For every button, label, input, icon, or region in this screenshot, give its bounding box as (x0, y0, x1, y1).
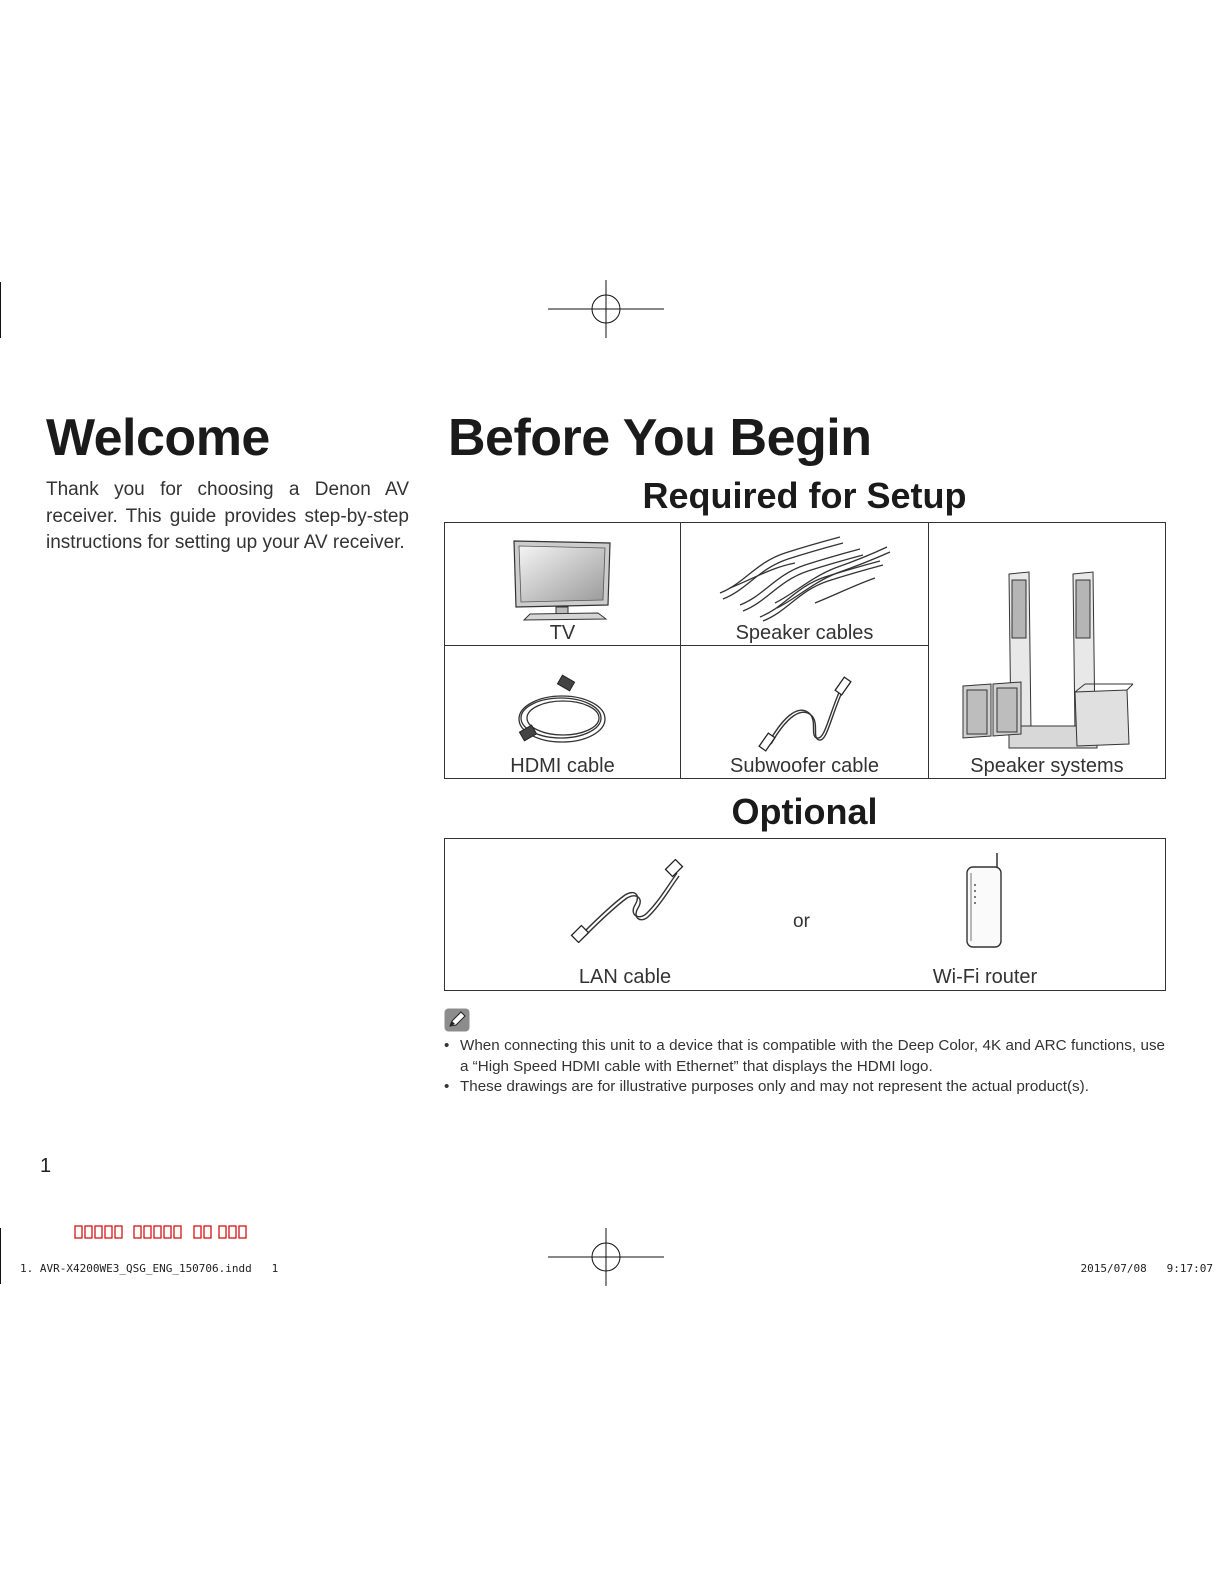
speaker-systems-icon (957, 566, 1137, 756)
notes-list (444, 1036, 1165, 1098)
speaker-cables-label: Speaker cables (735, 622, 874, 644)
hdmi-cable-icon (515, 672, 611, 756)
note-item: • These drawings are for illustrative purposes only and may not represent the actual product(s). (444, 1077, 1165, 1098)
optional-heading: Optional (731, 791, 878, 832)
note-text: These drawings are for illustrative purposes only and may not represent the actual product(s). (460, 1078, 1089, 1095)
item-hdmi-cable (445, 646, 681, 779)
tv-icon (508, 537, 618, 623)
subwoofer-cable-label: Subwoofer cable (730, 755, 879, 777)
welcome-title: Welcome (46, 409, 270, 467)
hdmi-cable-label: HDMI cable (510, 755, 615, 777)
slug-datetime: 2015/07/08 9:17:07 (1080, 1262, 1213, 1275)
welcome-intro: Thank you for choosing a Denon AV receiver. This guide provides step-by-step instructions for setting up your AV receiver. (46, 479, 409, 553)
item-speaker-systems (929, 523, 1166, 779)
wifi-router-icon (961, 851, 1007, 951)
lan-cable-label: LAN cable (578, 966, 672, 988)
lan-cable-icon (569, 859, 689, 943)
item-subwoofer-cable (681, 646, 929, 779)
speaker-systems-label: Speaker systems (970, 755, 1124, 777)
or-label: or (793, 911, 810, 932)
item-speaker-cables (681, 523, 929, 646)
item-tv (445, 523, 681, 646)
crop-mark-left-bottom (0, 1228, 1, 1284)
optional-items-box (444, 838, 1166, 991)
slug-color-marks (74, 1224, 254, 1240)
registration-mark-bottom (548, 1228, 664, 1286)
required-items-table (444, 522, 1166, 779)
note-text: When connecting this unit to a device that is compatible with the Deep Color, 4K and ARC functions, use a “High Speed HDMI cable with Ethernet” that displays the HDMI logo. (460, 1037, 1165, 1075)
note-item: • When connecting this unit to a device that is compatible with the Deep Color, 4K and ARC functions, use a “High Speed HDMI cable with Ethernet” that displays the HDMI logo. (444, 1036, 1165, 1077)
required-heading: Required for Setup (642, 475, 967, 516)
before-title: Before You Begin (448, 409, 872, 467)
pencil-icon (444, 1008, 470, 1032)
page-number: 1 (40, 1155, 52, 1177)
tv-label: TV (549, 622, 576, 644)
slug-filename: 1. AVR-X4200WE3_QSG_ENG_150706.indd 1 (20, 1262, 279, 1275)
subwoofer-cable-icon (755, 674, 855, 756)
wifi-router-label: Wi-Fi router (932, 966, 1038, 988)
registration-mark-top (548, 280, 664, 338)
crop-mark-left-top (0, 282, 1, 338)
speaker-cables-icon (715, 533, 895, 623)
